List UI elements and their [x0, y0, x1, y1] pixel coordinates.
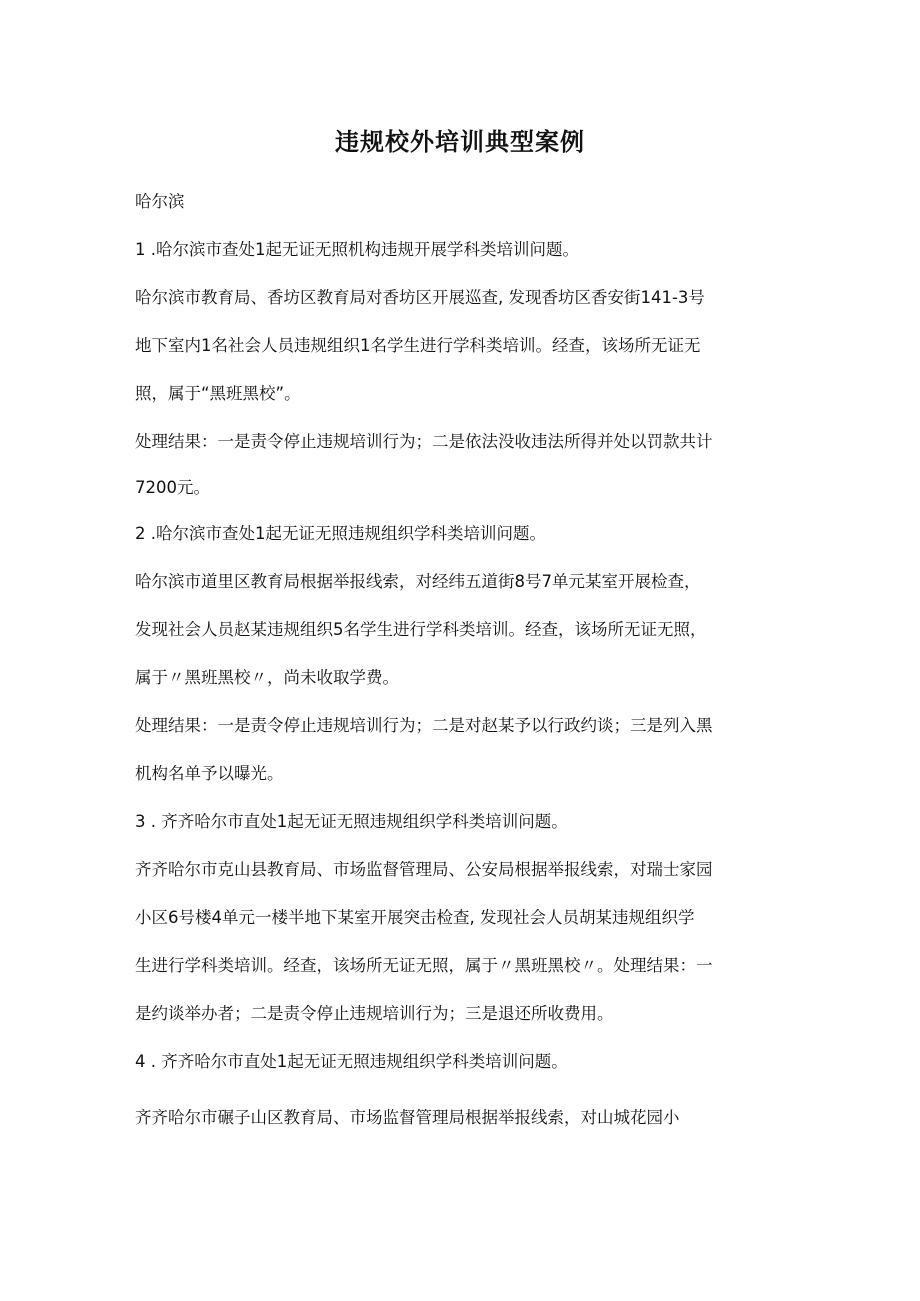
case-3-body-line-4: 是约谈举办者；二是责令停止违规培训行为；三是退还所收费用。: [135, 1004, 614, 1023]
case-1-heading: 1 .哈尔滨市查处1起无证无照机构违规开展学科类培训问题。: [135, 240, 579, 259]
document-title: 违规校外培训典型案例: [335, 128, 585, 156]
case-1-result-line-1: 处理结果：一是责令停止违规培训行为；二是依法没收违法所得并处以罚款共计: [135, 432, 713, 451]
case-2-heading: 2 .哈尔滨市查处1起无证无照违规组织学科类培训问题。: [135, 524, 546, 543]
case-1-result-line-2: 7200元。: [135, 478, 210, 497]
case-4-heading: 4 . 齐齐哈尔市直处1起无证无照违规组织学科类培训问题。: [135, 1052, 568, 1071]
case-4-body-line-1: 齐齐哈尔市碾子山区教育局、市场监督管理局根据举报线索，对山城花园小: [135, 1108, 680, 1127]
case-3-body-line-1: 齐齐哈尔市克山县教育局、市场监督管理局、公安局根据举报线索，对瑞士家园: [135, 860, 713, 879]
case-2-result-line-2: 机构名单予以曝光。: [135, 764, 284, 783]
case-2-result-line-1: 处理结果：一是责令停止违规培训行为；二是对赵某予以行政约谈；三是列入黑: [135, 716, 713, 735]
case-1-body-line-2: 地下室内1名社会人员违规组织1名学生进行学科类培训。经查，该场所无证无: [135, 336, 701, 355]
case-1-body-line-3: 照，属于“黑班黑校”。: [135, 384, 301, 403]
case-2-body-line-3: 属于〃黑班黑校〃，尚未收取学费。: [135, 668, 399, 687]
case-2-body-line-2: 发现社会人员赵某违规组织5名学生进行学科类培训。经查，该场所无证无照，: [135, 620, 707, 639]
case-2-body-line-1: 哈尔滨市道里区教育局根据举报线索，对经纬五道街8号7单元某室开展检查，: [135, 572, 701, 591]
case-1-body-line-1: 哈尔滨市教育局、香坊区教育局对香坊区开展巡查, 发现香坊区香安街141-3号: [135, 288, 705, 307]
case-3-heading: 3 . 齐齐哈尔市直处1起无证无照违规组织学科类培训问题。: [135, 812, 568, 831]
case-3-body-line-3: 生进行学科类培训。经查，该场所无证无照，属于〃黑班黑校〃。处理结果：一: [135, 956, 713, 975]
case-3-body-line-2: 小区6号楼4单元一楼半地下某室开展突击检查, 发现社会人员胡某违规组织学: [135, 908, 695, 927]
region-label: 哈尔滨: [135, 192, 185, 211]
